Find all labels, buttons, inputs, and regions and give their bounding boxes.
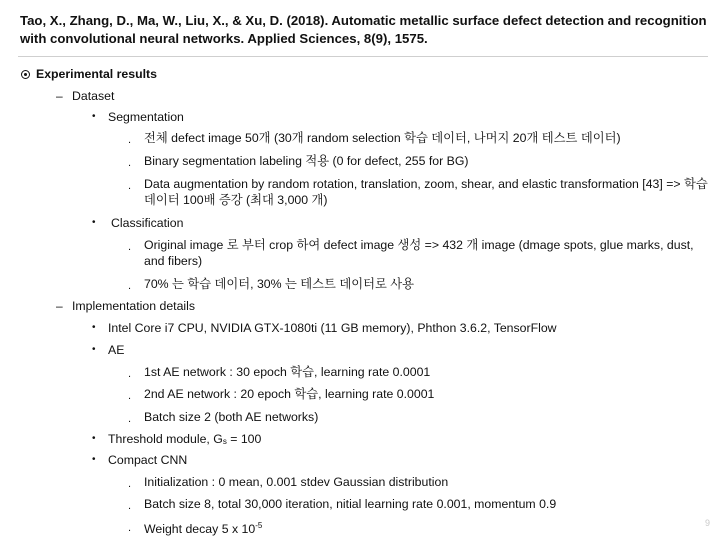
ae-item: Batch size 2 (both AE networks) xyxy=(144,410,319,424)
title-divider xyxy=(18,56,708,57)
circle-bullet-icon xyxy=(21,70,30,79)
dash-bullet-icon: – xyxy=(56,89,63,103)
cnn-heading: Compact CNN xyxy=(108,453,188,467)
sub-bullet-icon: . xyxy=(128,280,132,292)
dot-bullet-icon: • xyxy=(92,454,96,465)
weight-decay-text: Weight decay 5 x 10 xyxy=(144,522,256,536)
threshold-prefix: Threshold module, G xyxy=(108,432,223,446)
dot-bullet-icon: • xyxy=(92,111,96,122)
threshold-suffix: = 100 xyxy=(226,432,262,446)
sub-bullet-icon: . xyxy=(128,478,132,490)
ae-item: 2nd AE network : 20 epoch 학습, learning rate 0.0001 xyxy=(144,387,435,401)
classification-heading: Classification xyxy=(111,216,184,230)
segmentation-item: Binary segmentation labeling 적용 (0 for defect, 255 for BG) xyxy=(144,154,469,168)
dash-bullet-icon: – xyxy=(56,299,63,313)
dataset-heading: Dataset xyxy=(72,89,115,103)
segmentation-item: Data augmentation by random rotation, translation, zoom, shear, and elastic transformation [43] => 학습 데이터 100배 증강 (최대 3,000 개) xyxy=(144,177,708,207)
page-number: 9 xyxy=(704,518,710,528)
sub-bullet-icon: . xyxy=(128,413,132,425)
weight-decay-exponent: -5 xyxy=(255,521,263,530)
segmentation-heading: Segmentation xyxy=(108,110,184,124)
threshold-subscript: s xyxy=(222,437,227,446)
ae-item: 1st AE network : 30 epoch 학습, learning rate 0.0001 xyxy=(144,365,431,379)
cnn-item: Initialization : 0 mean, 0.001 stdev Gaussian distribution xyxy=(144,475,449,489)
sub-bullet-icon: . xyxy=(128,368,132,380)
dot-bullet-icon: • xyxy=(92,322,96,333)
sub-bullet-icon: . xyxy=(128,522,132,534)
sub-bullet-icon: . xyxy=(128,241,132,253)
hardware-item: Intel Core i7 CPU, NVIDIA GTX-1080ti (11 GB memory), Phthon 3.6.2, TensorFlow xyxy=(108,321,557,335)
ae-heading: AE xyxy=(108,343,125,357)
sub-bullet-icon: . xyxy=(128,134,132,146)
dot-bullet-icon: • xyxy=(92,344,96,355)
cnn-item-weight-decay xyxy=(144,518,262,537)
sub-bullet-icon: . xyxy=(128,180,132,192)
classification-item: Original image 로 부터 crop 하여 defect image 생성 => 432 개 image (dmage spots, glue marks, dust, and fibers) xyxy=(144,238,694,268)
classification-item: 70% 는 학습 데이터, 30% 는 테스트 데이터로 사용 xyxy=(144,277,415,291)
sub-bullet-icon: . xyxy=(128,500,132,512)
threshold-item xyxy=(108,431,261,450)
dot-bullet-icon: • xyxy=(92,433,96,444)
section-heading: Experimental results xyxy=(36,67,157,81)
segmentation-item: 전체 defect image 50개 (30개 random selection 학습 데이터, 나머지 20개 테스트 데이터) xyxy=(144,131,621,145)
implementation-heading: Implementation details xyxy=(72,299,196,313)
sub-bullet-icon: . xyxy=(128,157,132,169)
slide-title-citation: Tao, X., Zhang, D., Ma, W., Liu, X., & Xu, D. (2018). Automatic metallic surface defect detection and recognition with convolutional neural networks. Applied Sciences, 8(9), 1575. xyxy=(20,13,707,46)
cnn-item: Batch size 8, total 30,000 iteration, nitial learning rate 0.001, momentum 0.9 xyxy=(144,497,557,511)
sub-bullet-icon: . xyxy=(128,390,132,402)
dot-bullet-icon: • xyxy=(92,217,96,228)
